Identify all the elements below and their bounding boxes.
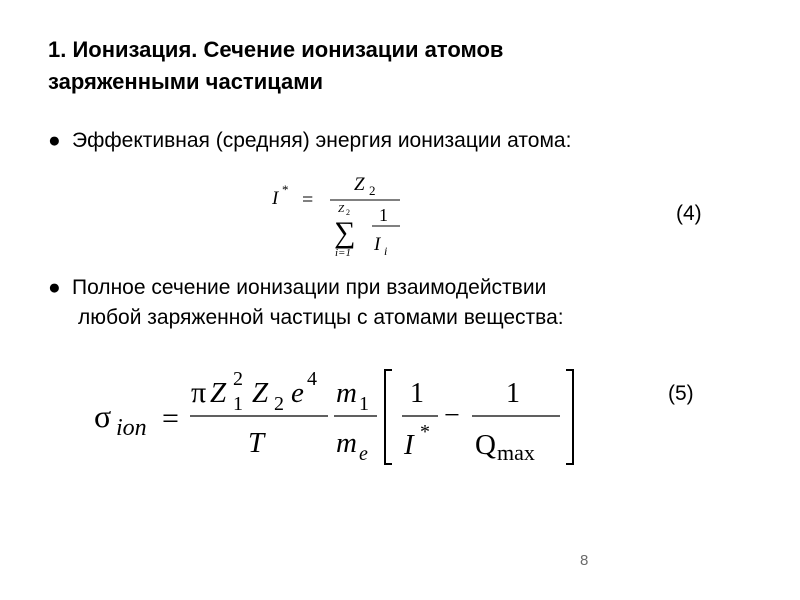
f5-m1: m <box>336 377 357 409</box>
f5-z2: Z <box>252 377 269 409</box>
f5-equals: = <box>162 402 179 435</box>
bullet-text: Эффективная (средняя) энергия ионизации атома: <box>72 129 572 152</box>
f5-pi: π <box>191 376 207 409</box>
f5-e-sup: 4 <box>307 368 317 390</box>
f5-m1-sub: 1 <box>359 393 369 415</box>
f5-frac2-num: 1 <box>506 378 520 409</box>
equation-number-5: (5) <box>668 382 694 405</box>
f5-z2-sub: 2 <box>274 393 284 415</box>
f4-inner-num: 1 <box>379 205 388 225</box>
title-line-1: 1. Ионизация. Сечение ионизации атомов <box>48 37 504 62</box>
f5-z1: Z <box>210 377 227 409</box>
bullet-effective-energy <box>48 126 571 156</box>
f5-frac1-num: 1 <box>410 378 424 409</box>
f4-equals: = <box>302 189 314 211</box>
f5-frac1-den-sup: * <box>420 421 430 443</box>
slide-title <box>48 34 748 98</box>
f4-lhs-sup: * <box>282 182 289 197</box>
f4-num: Z <box>354 174 365 195</box>
f4-num-sub: 2 <box>369 183 376 198</box>
f4-inner-den-sub: i <box>384 244 388 258</box>
bullet-total-cross-section <box>48 273 564 333</box>
f5-frac2-den-sub: max <box>497 440 535 465</box>
f5-me-sub: e <box>359 443 368 465</box>
bullet-dot-icon: ● <box>48 129 61 152</box>
bullet-dot-icon: ● <box>48 276 61 299</box>
f5-minus: − <box>444 400 460 431</box>
f4-sum-bottom: i=1 <box>335 247 351 259</box>
equation-number-4: (4) <box>676 202 702 225</box>
title-line-2: заряженными частицами <box>48 69 324 94</box>
f4-sum-sign: ∑ <box>334 216 356 249</box>
f5-me: m <box>336 427 357 459</box>
bullet-text-line-1: Полное сечение ионизации при взаимодействии <box>72 276 547 299</box>
f5-frac2-den: Q <box>475 429 496 461</box>
bullet-text-line-2: любой заряженной частицы с атомами вещества: <box>78 306 564 329</box>
formula-4 <box>262 168 412 268</box>
f5-left-bracket-icon <box>385 370 392 464</box>
f5-frac1-den: I <box>404 429 414 461</box>
f5-sigma-sub: ion <box>116 415 147 441</box>
page-number: 8 <box>580 552 589 569</box>
f5-z1-sub: 1 <box>233 393 243 415</box>
f5-sigma: σ <box>94 398 112 434</box>
f5-right-bracket-icon <box>566 370 573 464</box>
f5-z1-sup: 2 <box>233 368 243 390</box>
f4-lhs: I <box>272 188 279 209</box>
formula-5 <box>92 362 592 472</box>
f4-sum-top-sub: 2 <box>346 208 350 217</box>
f4-sum-top: Z <box>338 203 345 215</box>
f4-inner-den: I <box>374 234 381 255</box>
f5-e: e <box>291 377 304 409</box>
f5-den-t: T <box>248 427 265 459</box>
